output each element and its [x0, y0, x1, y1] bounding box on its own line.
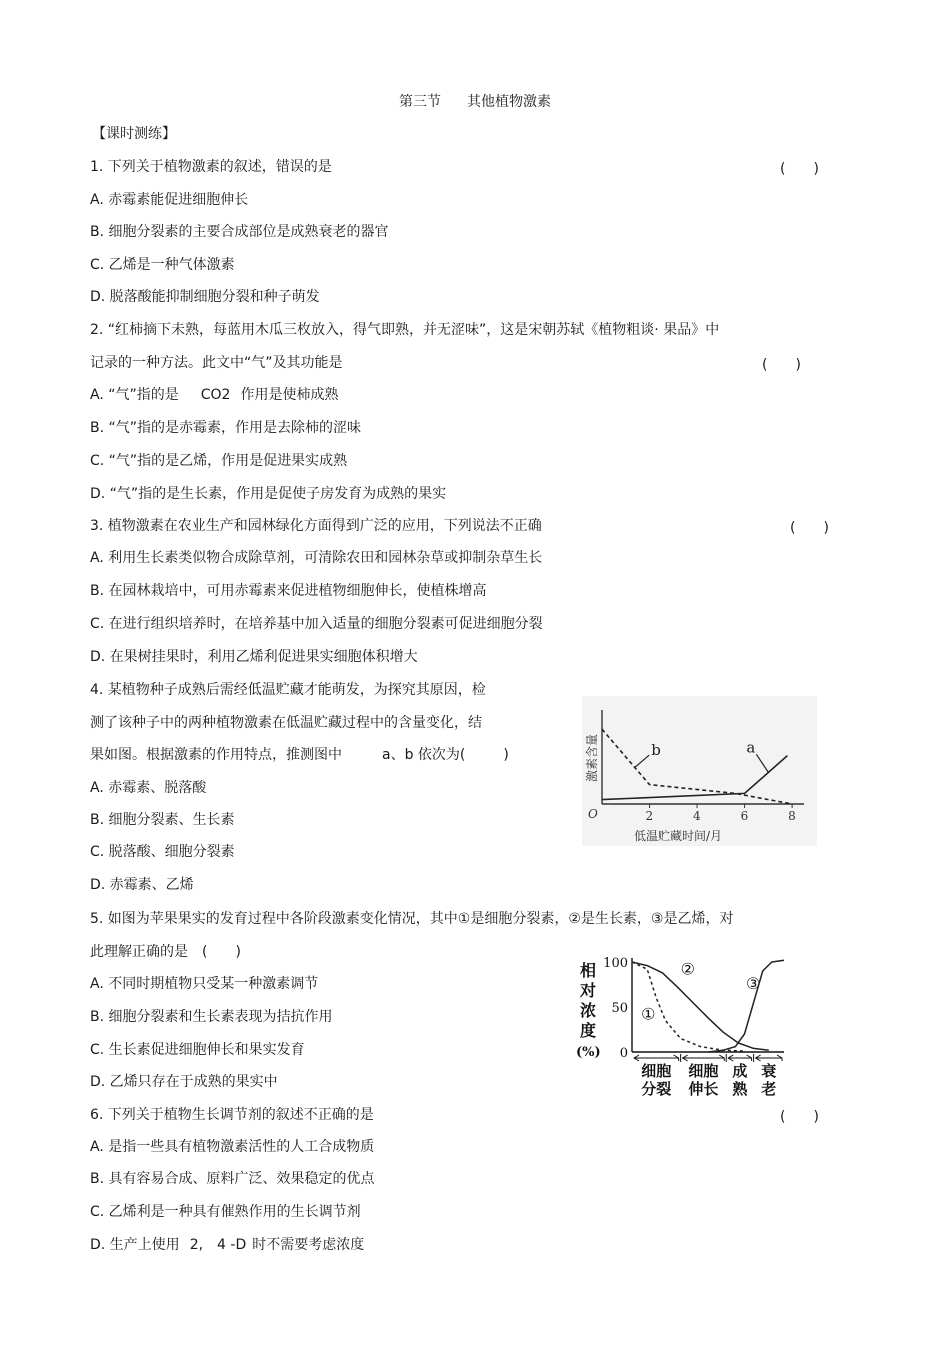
chart1-x-tick-label: 2	[645, 809, 654, 823]
chart1-series-label-b: b	[651, 741, 661, 760]
q6-option-a: A. 是指一些具有植物激素活性的人工合成物质	[90, 1139, 375, 1155]
chart1-y-axis-label: 激素含量	[585, 733, 599, 782]
q6-option-d-prefix: D. 生产上使用	[90, 1237, 180, 1253]
chart2-y-tick-label: 100	[603, 956, 628, 971]
q1-option-a: A. 赤霉素能促进细胞伸长	[90, 192, 249, 208]
chart2-y-tick-label: 50	[611, 1001, 628, 1016]
q3-option-a: A. 利用生长素类似物合成除草剂，可清除农田和园林杂草或抑制杂草生长	[90, 550, 543, 566]
chart2-series-label: ③	[746, 974, 761, 993]
hormone-content-chart	[582, 696, 817, 846]
section-label: 【课时测练】	[92, 126, 176, 142]
answer-paren-4-close: )	[503, 747, 509, 763]
q1-option-c: C. 乙烯是一种气体激素	[90, 257, 235, 273]
question-2-stem-line2: 记录的一种方法。此文中“气”及其功能是	[90, 355, 343, 371]
section-number: 第三节	[399, 94, 441, 110]
q5-option-a: A. 不同时期植物只受某一种激素调节	[90, 976, 319, 992]
q6-option-c: C. 乙烯利是一种具有催熟作用的生长调节剂	[90, 1204, 361, 1220]
chart2-stage-label: 熟	[732, 1080, 748, 1098]
chart2-y-axis-label	[576, 961, 601, 1060]
q2-option-a-co2: CO2	[200, 387, 231, 403]
chart2-stage-label: 衰	[761, 1062, 777, 1080]
q6-option-b: B. 具有容易合成、原料广泛、效果稳定的优点	[90, 1171, 375, 1187]
chart2-stage-label: 伸长	[688, 1080, 719, 1098]
question-5-stem-line2-text: 此理解正确的是	[90, 944, 188, 960]
page-title	[0, 93, 950, 111]
q2-option-a	[90, 386, 338, 404]
q4-option-a: A. 赤霉素、脱落酸	[90, 780, 207, 796]
q2-option-a-suffix: 作用是使柿成熟	[240, 387, 339, 403]
q3-option-b: B. 在园林栽培中，可用赤霉素来促进植物细胞伸长，使植株增高	[90, 583, 487, 599]
q6-option-d-suffix: 时不需要考虑浓度	[252, 1237, 365, 1253]
svg-text:浓: 浓	[580, 1001, 597, 1020]
q2-option-c: C. “气”指的是乙烯，作用是促进果实成熟	[90, 453, 348, 469]
chart2-series-label: ①	[641, 1004, 656, 1024]
question-5-stem-line1: 5. 如图为苹果果实的发育过程中各阶段激素变化情况，其中①是细胞分裂素，②是生长素，③是乙烯，对	[90, 911, 734, 927]
chart2-stage-label: 分裂	[641, 1080, 672, 1098]
q3-option-c: C. 在进行组织培养时，在培养基中加入适量的细胞分裂素可促进细胞分裂	[90, 616, 543, 632]
question-5-stem-line2	[90, 943, 241, 961]
svg-text:相: 相	[580, 961, 597, 980]
svg-text:对: 对	[580, 981, 597, 1000]
q5-option-c: C. 生长素促进细胞伸长和果实发育	[90, 1042, 305, 1058]
q2-option-d: D. “气”指的是生长素，作用是促使子房发育为成熟的果实	[90, 486, 447, 502]
q4-option-d: D. 赤霉素、乙烯	[90, 877, 194, 893]
q6-option-d-chemical: 2, 4 -D	[189, 1237, 247, 1253]
chart2-stage-label: 细胞	[641, 1062, 672, 1080]
q4-option-b: B. 细胞分裂素、生长素	[90, 812, 235, 828]
answer-paren-2: ( )	[762, 357, 801, 373]
chart2-stage-label: 老	[761, 1080, 777, 1098]
question-3-stem: 3. 植物激素在农业生产和园林绿化方面得到广泛的应用，下列说法不正确	[90, 518, 542, 534]
q3-option-d: D. 在果树挂果时，利用乙烯利促进果实细胞体积增大	[90, 649, 418, 665]
answer-paren-5: ( )	[202, 944, 241, 960]
answer-paren-1: ( )	[780, 161, 819, 177]
question-6-stem: 6. 下列关于植物生长调节剂的叙述不正确的是	[90, 1107, 374, 1123]
chart2-series-label: ②	[680, 959, 695, 979]
apple-hormone-chart	[574, 950, 794, 1098]
chart2-stage-label: 细胞	[688, 1062, 719, 1080]
svg-text:度: 度	[580, 1021, 597, 1040]
chart2-stage-label: 成	[732, 1062, 748, 1080]
question-4-stem-line3-b: a、b 依次为	[382, 747, 460, 763]
svg-text:(%): (%)	[576, 1045, 601, 1060]
section-name: 其他植物激素	[467, 94, 551, 110]
chart1-x-tick-label: 6	[740, 809, 749, 823]
question-4-stem-line3-a: 果如图。根据激素的作用特点，推测图中	[90, 747, 342, 763]
chart1-x-tick-label: 4	[693, 809, 701, 823]
question-1-stem: 1. 下列关于植物激素的叙述，错误的是	[90, 159, 332, 175]
question-4-stem-line2: 测了该种子中的两种植物激素在低温贮藏过程中的含量变化，结	[90, 715, 482, 731]
answer-paren-3: ( )	[790, 520, 829, 536]
question-4-stem-line3	[90, 746, 509, 764]
q2-option-a-prefix: A. “气”指的是	[90, 387, 179, 403]
q1-option-b: B. 细胞分裂素的主要合成部位是成熟衰老的器官	[90, 224, 389, 240]
chart1-series-label-a: a	[746, 738, 756, 757]
question-4-stem-line1: 4. 某植物种子成熟后需经低温贮藏才能萌发，为探究其原因，检	[90, 682, 486, 698]
q4-option-c: C. 脱落酸、细胞分裂素	[90, 844, 235, 860]
q1-option-d: D. 脱落酸能抑制细胞分裂和种子萌发	[90, 289, 320, 305]
q6-option-d	[90, 1236, 364, 1254]
q2-option-b: B. “气”指的是赤霉素，作用是去除柿的涩味	[90, 420, 362, 436]
answer-paren-6: ( )	[780, 1109, 819, 1125]
chart1-x-tick-label: 8	[788, 809, 796, 823]
chart1-origin-label: O	[588, 807, 598, 821]
question-2-stem-line1: 2. “红柿摘下未熟，每蓝用木瓜三枚放入，得气即熟，并无涩味”，这是宋朝苏轼《植物粗谈· 果品》中	[90, 322, 720, 338]
q5-option-b: B. 细胞分裂素和生长素表现为拮抗作用	[90, 1009, 333, 1025]
chart2-y-tick-label: 0	[619, 1046, 628, 1061]
answer-paren-4-open: (	[459, 747, 466, 763]
q5-option-d: D. 乙烯只存在于成熟的果实中	[90, 1074, 278, 1090]
chart1-x-axis-label: 低温贮藏时间/月	[634, 829, 723, 843]
